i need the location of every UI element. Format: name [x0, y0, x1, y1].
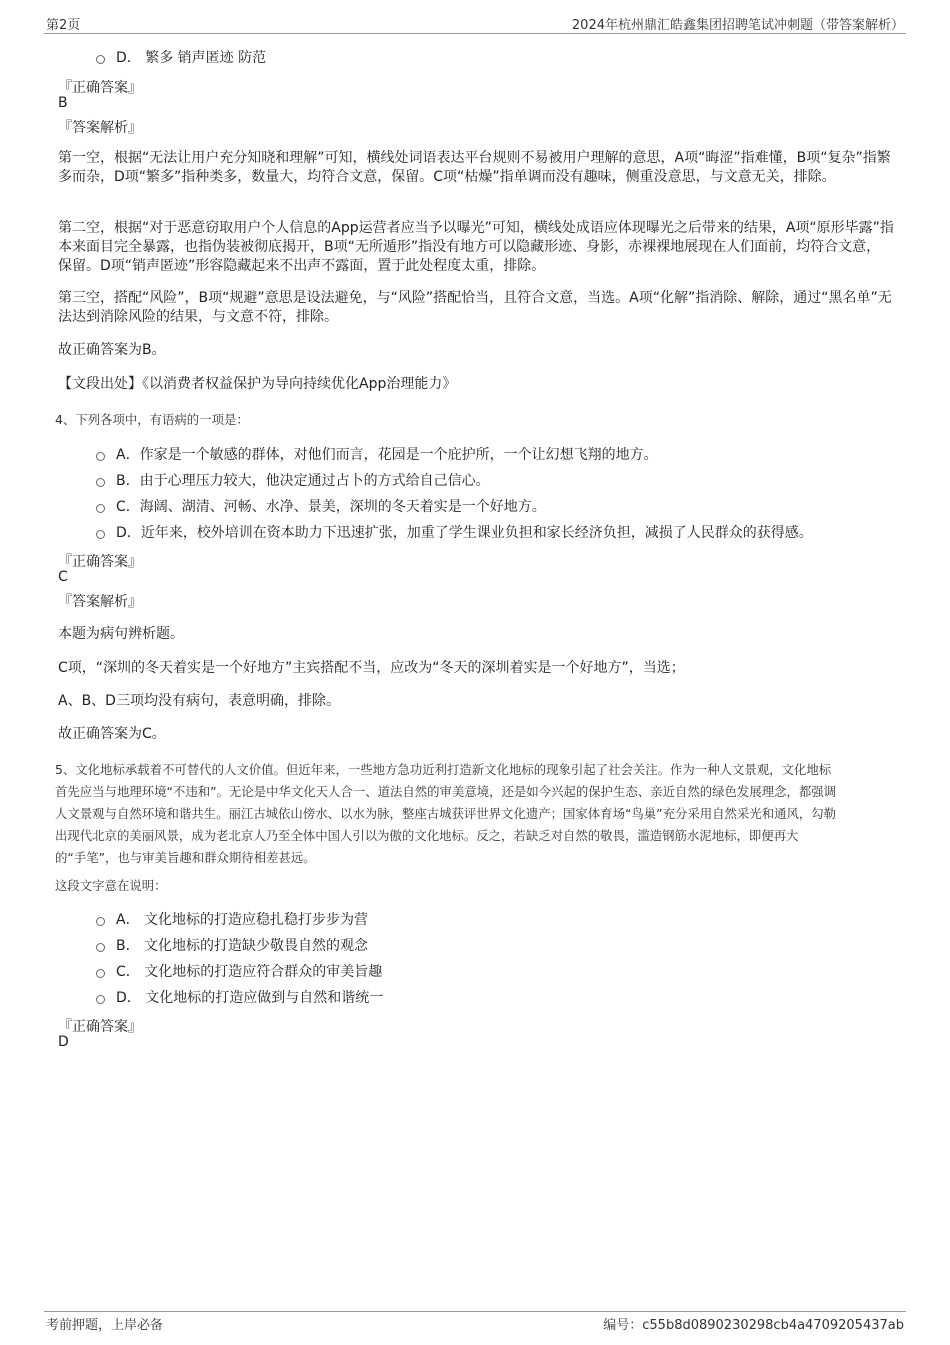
q4-option-d[interactable]: [96, 522, 813, 542]
q5-stem-line: 出现代北京的美丽风景，成为老北京人乃至全体中国人引以为傲的文化地标。反之，若缺乏对自然的敬畏，滥造钢筋水泥地标，即便再大: [55, 828, 799, 843]
q4-answer: C: [58, 569, 68, 585]
radio-icon[interactable]: [96, 452, 105, 461]
q5-stem-line: 的“手笔”，也与审美旨趣和群众期待相差甚远。: [55, 850, 316, 865]
q3-analysis-para-2: 第二空，根据“对于恶意窃取用户个人信息的App运营者应当予以曝光”可知，横线处成语应体现曝光之后带来的结果，A项“原形毕露”指本来面目完全暴露，也指伪装被彻底揭开，B项“无所遁形”指没有地方可以隐藏形迹、身影，赤裸裸地展现在人们面前，均符合文意，保留。D项“销声匿迹”形容隐藏起来不出声不露面，置于此处程度太重，排除。: [58, 220, 894, 274]
q3-option-d[interactable]: [96, 47, 266, 67]
q5-stem-line: 人文景观与自然环境和谐共生。丽江古城依山傍水、以水为脉，整座古城获评世界文化遗产；国家体育场“鸟巢”充分采用自然采光和通风，勾勒: [55, 806, 837, 821]
q5-stem-line: 首先应当与地理环境“不违和”。无论是中华文化天人合一、道法自然的审美意境，还是如今兴起的保护生态、亲近自然的绿色发展理念，都强调: [55, 784, 837, 799]
q4-stem: 4、下列各项中，有语病的一项是：: [55, 412, 249, 427]
q4-analysis-label: 『答案解析』: [58, 594, 142, 610]
q5-stem-line: 5、文化地标承载着不可替代的人文价值。但近年来，一些地方急功近利打造新文化地标的现象引起了社会关注。作为一种人文景观，文化地标: [55, 762, 832, 777]
q4-option-b-label: B．由于心理压力较大，他决定通过占卜的方式给自己信心。: [116, 473, 490, 489]
q3-analysis-label: 『答案解析』: [58, 120, 142, 136]
q5-option-d-label: D． 文化地标的打造应做到与自然和谐统一: [116, 990, 384, 1006]
radio-icon[interactable]: [96, 943, 105, 952]
q5-option-c-label: C． 文化地标的打造应符合群众的审美旨趣: [116, 964, 383, 980]
q5-option-b-label: B． 文化地标的打造缺少敬畏自然的观念: [116, 938, 369, 954]
q5-option-b[interactable]: [96, 935, 368, 955]
footer-slogan: 考前押题，上岸必备: [46, 1318, 164, 1333]
footer-code: 编号：c55b8d0890230298cb4a4709205437ab: [603, 1318, 904, 1333]
q3-answer: B: [58, 95, 68, 111]
q4-analysis-para-3: A、B、D三项均没有病句，表意明确，排除。: [58, 693, 340, 709]
q5-prompt: 这段文字意在说明：: [55, 878, 167, 893]
q4-analysis-para-2: C项，“深圳的冬天着实是一个好地方”主宾搭配不当，应改为“冬天的深圳着实是一个好地方”，当选；: [58, 660, 685, 676]
radio-icon[interactable]: [96, 478, 105, 487]
q3-analysis-conclusion: 故正确答案为B。: [58, 342, 166, 358]
q4-analysis-conclusion: 故正确答案为C。: [58, 726, 166, 742]
q3-analysis-para-1: 第一空，根据“无法让用户充分知晓和理解”可知，横线处词语表达平台规则不易被用户理解的意思，A项“晦涩”指难懂，B项“复杂”指繁多而杂，D项“繁多”指种类多，数量大，均符合文意，保留。C项“枯燥”指单调而没有趣味，侧重没意思，与文意无关，排除。: [58, 150, 891, 185]
page-number: 第2页: [46, 18, 81, 33]
radio-icon[interactable]: [96, 530, 105, 539]
q4-option-c[interactable]: [96, 496, 546, 516]
q5-answer-label: 『正确答案』: [58, 1019, 142, 1035]
radio-icon[interactable]: [96, 55, 105, 64]
q3-source: 【文段出处】《以消费者权益保护为导向持续优化App治理能力》: [58, 376, 457, 392]
q4-answer-label: 『正确答案』: [58, 554, 142, 570]
q4-option-d-label: D．近年来，校外培训在资本助力下迅速扩张，加重了学生课业负担和家长经济负担，减损了人民群众的获得感。: [116, 525, 813, 541]
q4-option-a[interactable]: [96, 444, 658, 464]
q3-option-d-label: D． 繁多 销声匿迹 防范: [116, 50, 267, 66]
radio-icon[interactable]: [96, 995, 105, 1004]
q5-answer: D: [58, 1034, 69, 1050]
document-title: 2024年杭州鼎汇皓鑫集团招聘笔试冲刺题（带答案解析）: [571, 18, 904, 33]
q4-option-b[interactable]: [96, 470, 490, 490]
q3-analysis-para-3: 第三空，搭配“风险”，B项“规避”意思是设法避免，与“风险”搭配恰当，且符合文意，当选。A项“化解”指消除、解除，通过“黑名单”无法达到消除风险的结果，与文意不符，排除。: [58, 290, 892, 325]
footer-rule: [44, 1311, 906, 1312]
q5-stem: [55, 759, 905, 869]
radio-icon[interactable]: [96, 917, 105, 926]
q5-option-c[interactable]: [96, 961, 382, 981]
radio-icon[interactable]: [96, 969, 105, 978]
q3-answer-label: 『正确答案』: [58, 80, 142, 96]
q5-option-a[interactable]: [96, 909, 368, 929]
header-rule: [44, 33, 906, 34]
q4-option-c-label: C．海阔、湖清、河畅、水净、景美，深圳的冬天着实是一个好地方。: [116, 499, 546, 515]
q5-option-d[interactable]: [96, 987, 383, 1007]
radio-icon[interactable]: [96, 504, 105, 513]
q5-option-a-label: A． 文化地标的打造应稳扎稳打步步为营: [116, 912, 369, 928]
q4-analysis-para-1: 本题为病句辨析题。: [58, 626, 184, 642]
q4-option-a-label: A．作家是一个敏感的群体，对他们而言，花园是一个庇护所，一个让幻想飞翔的地方。: [116, 447, 658, 463]
